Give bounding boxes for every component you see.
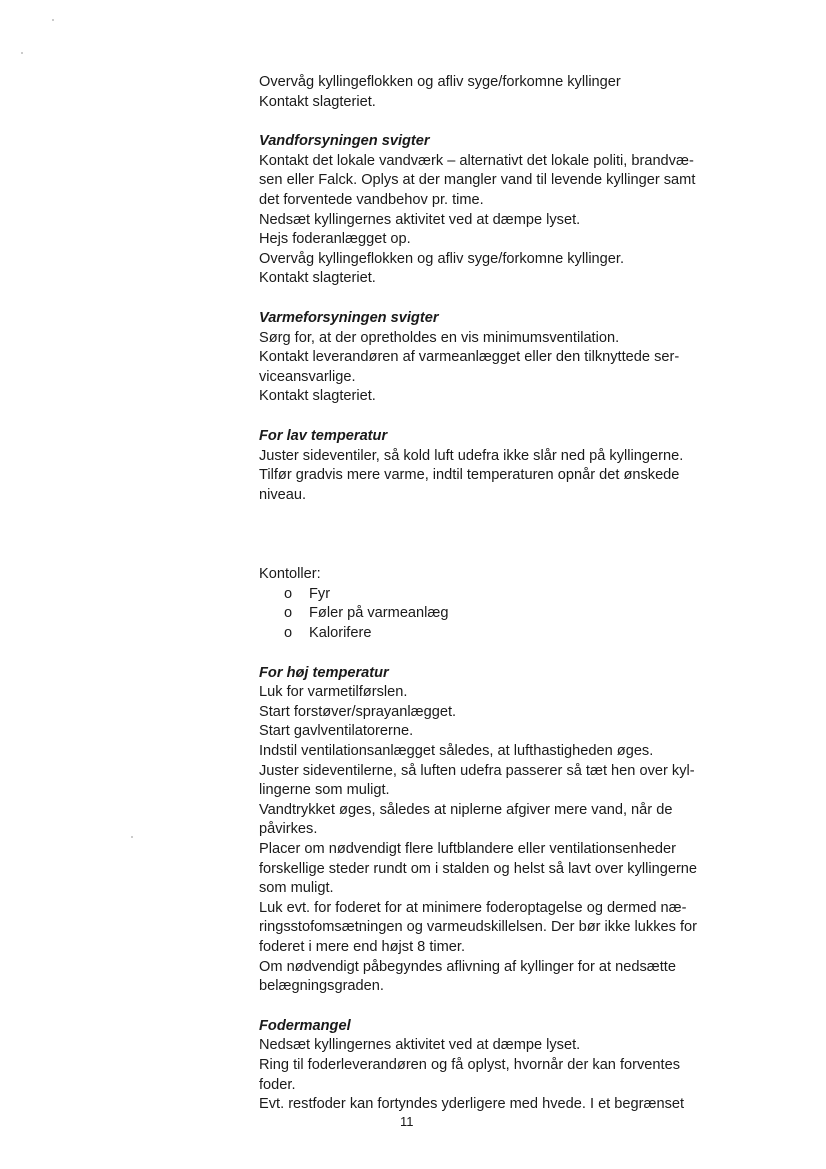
list-item-label: Fyr: [309, 585, 331, 602]
text-line: Kontakt slagteriet.: [259, 388, 376, 405]
controls-label: Kontoller:: [259, 566, 321, 583]
bullet-icon: o: [284, 605, 293, 622]
text-line: Juster sideventilerne, så luften udefra passerer så tæt hen over kyl-: [259, 762, 695, 779]
text-line: sen eller Falck. Oplys at der mangler vand til levende kyllinger samt: [259, 172, 696, 189]
text-line: Ring til foderleverandøren og få oplyst, hvornår der kan forventes: [259, 1056, 681, 1073]
controls-block: [259, 565, 729, 643]
text-line: forskellige steder rundt om i stalden og helst så lavt over kyllingerne: [259, 860, 698, 877]
intro-block: [259, 73, 729, 112]
text-line: foderet i mere end højst 8 timer.: [259, 938, 466, 955]
list-item: [259, 585, 729, 605]
section-feed-shortage: [259, 1017, 729, 1115]
text-line: Juster sideventiler, så kold luft udefra ikke slår ned på kyllingerne.: [259, 447, 684, 464]
section-heading: Varmeforsyningen svigter: [259, 309, 439, 326]
section-heating-failure: [259, 309, 729, 407]
text-line: foder.: [259, 1076, 296, 1093]
section-heading: For høj temperatur: [259, 664, 389, 681]
text-line: Kontakt slagteriet.: [259, 270, 376, 287]
text-line: belægningsgraden.: [259, 978, 384, 995]
document-body: [259, 73, 729, 1115]
text-line: Overvåg kyllingeflokken og afliv syge/forkomne kyllinger.: [259, 250, 625, 267]
section-heading: For lav temperatur: [259, 427, 388, 444]
section-high-temperature: [259, 664, 729, 997]
text-line: Hejs foderanlægget op.: [259, 231, 411, 248]
list-item-label: Kalorifere: [309, 625, 372, 642]
text-line: Luk evt. for foderet for at minimere foderoptagelse og dermed næ-: [259, 899, 687, 916]
text-line: Kontakt slagteriet.: [259, 93, 376, 110]
text-line: som muligt.: [259, 880, 334, 897]
text-line: Luk for varmetilførslen.: [259, 684, 408, 701]
bullet-icon: o: [284, 585, 293, 602]
text-line: Sørg for, at der opretholdes en vis minimumsventilation.: [259, 329, 620, 346]
scan-speck: [21, 52, 23, 54]
text-line: påvirkes.: [259, 821, 318, 838]
text-line: Vandtrykket øges, således at niplerne afgiver mere vand, når de: [259, 801, 673, 818]
section-heading: Vandforsyningen svigter: [259, 133, 430, 150]
text-line: det forventede vandbehov pr. time.: [259, 191, 484, 208]
text-line: Kontakt det lokale vandværk – alternativt det lokale politi, brandvæ-: [259, 152, 694, 169]
text-line: Indstil ventilationsanlægget således, at lufthastigheden øges.: [259, 743, 654, 760]
scan-speck: [131, 836, 133, 838]
text-line: Placer om nødvendigt flere luftblandere eller ventilationsenheder: [259, 841, 676, 857]
bullet-icon: o: [284, 625, 293, 642]
text-line: Start gavlventilatorerne.: [259, 723, 414, 740]
text-line: Nedsæt kyllingernes aktivitet ved at dæmpe lyset.: [259, 1037, 581, 1054]
text-line: Tilfør gradvis mere varme, indtil temperaturen opnår det ønskede: [259, 467, 680, 484]
text-line: ringsstofomsætningen og varmeudskillelsen. Der bør ikke lukkes for: [259, 919, 697, 936]
section-water-failure: [259, 132, 729, 289]
text-line: Evt. restfoder kan fortyndes yderligere med hvede. I et begrænset: [259, 1096, 685, 1113]
list-item: [259, 604, 729, 624]
list-item-label: Føler på varmeanlæg: [309, 605, 449, 622]
section-heading: Fodermangel: [259, 1017, 351, 1034]
page-number: 11: [400, 1114, 414, 1129]
text-line: Overvåg kyllingeflokken og afliv syge/forkomne kyllinger: [259, 74, 621, 90]
list-item: [259, 624, 729, 644]
text-line: Start forstøver/sprayanlægget.: [259, 703, 457, 720]
section-low-temperature: [259, 427, 729, 505]
text-line: Nedsæt kyllingernes aktivitet ved at dæmpe lyset.: [259, 211, 581, 228]
text-line: Kontakt leverandøren af varmeanlægget eller den tilknyttede ser-: [259, 349, 680, 366]
scan-speck: [52, 19, 54, 21]
text-line: lingerne som muligt.: [259, 782, 390, 799]
text-line: niveau.: [259, 486, 307, 503]
text-line: viceansvarlige.: [259, 368, 356, 385]
text-line: Om nødvendigt påbegyndes aflivning af kyllinger for at nedsætte: [259, 958, 676, 975]
